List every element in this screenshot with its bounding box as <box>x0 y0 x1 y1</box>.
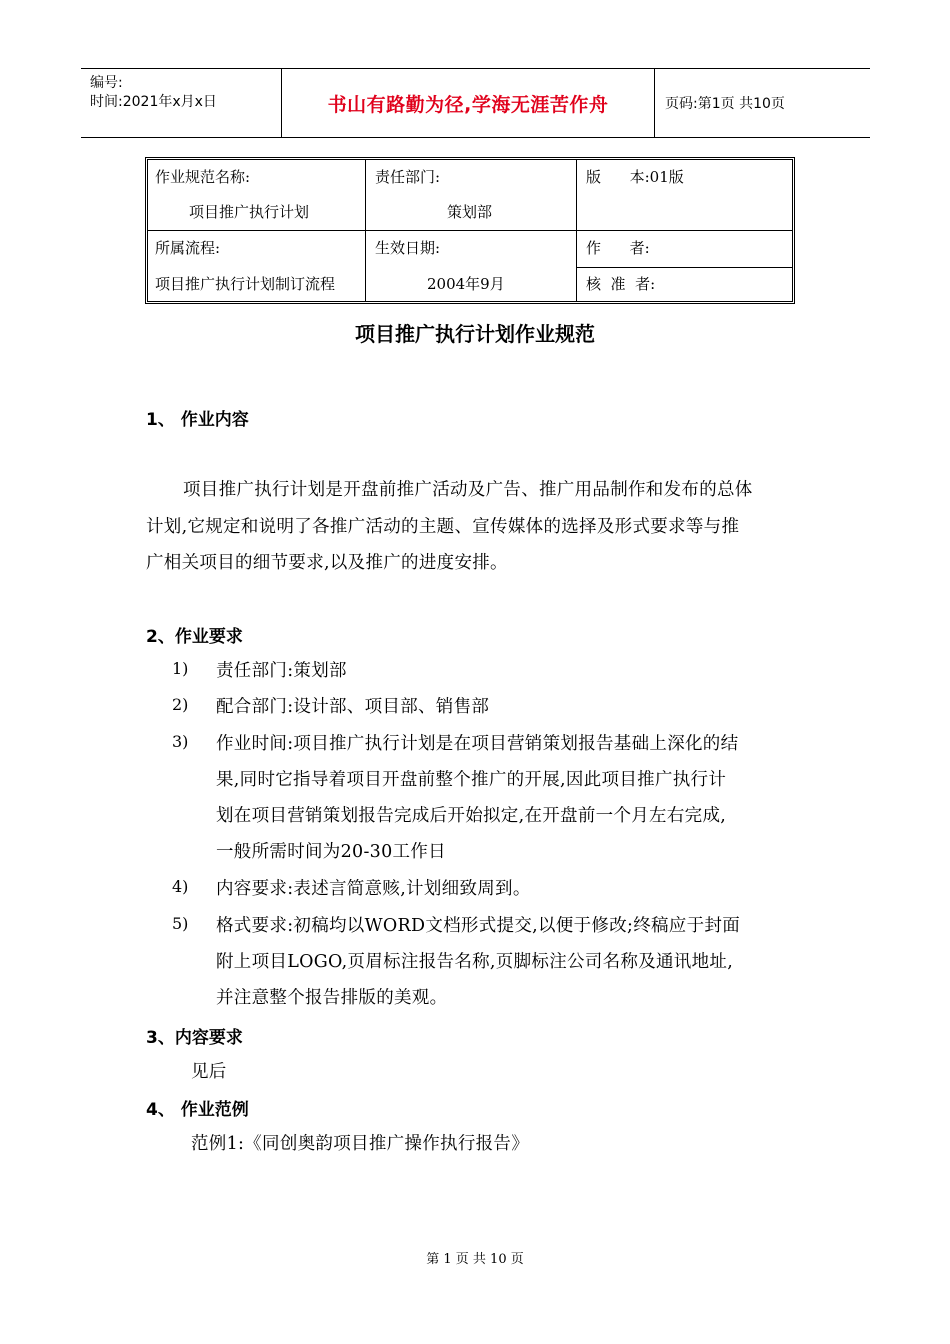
list-number: 2) <box>172 695 189 714</box>
list-item-text: 并注意整个报告排版的美观。 <box>216 988 448 1008</box>
code-label: 编号: <box>90 75 123 91</box>
spec-name-value: 项目推广执行计划 <box>189 203 310 221</box>
list-item-text: 责任部门:策划部 <box>216 661 347 681</box>
section-1-line: 广相关项目的细节要求,以及推广的进度安排。 <box>146 553 508 573</box>
approver-text: 核 准 者: <box>586 275 656 293</box>
motto: 书山有路勤为径,学海无涯苦作舟 <box>327 93 609 116</box>
list-number: 1) <box>172 659 189 678</box>
date-value: 2004年9月 <box>427 275 505 293</box>
list-item-text: 配合部门:设计部、项目部、销售部 <box>216 697 490 717</box>
date-label: 生效日期: <box>375 239 441 257</box>
cell-dept <box>366 160 577 231</box>
author-text: 作 者: <box>586 239 650 257</box>
section-1-heading: 1、 作业内容 <box>146 410 249 430</box>
section-4-heading: 4、 作业范例 <box>146 1100 249 1120</box>
header-meta <box>81 69 282 137</box>
spec-info-table <box>145 157 795 304</box>
section-3-heading: 3、内容要求 <box>146 1028 243 1048</box>
section-4-text: 范例1:《同创奥韵项目推广操作执行报告》 <box>191 1134 530 1154</box>
page-header <box>81 68 870 138</box>
spec-name-label: 作业规范名称: <box>155 168 251 186</box>
section-3-text: 见后 <box>191 1062 227 1082</box>
cell-approver <box>577 268 792 301</box>
list-item-text: 附上项目LOGO,页眉标注报告名称,页脚标注公司名称及通讯地址, <box>216 952 734 972</box>
flow-value: 项目推广执行计划制订流程 <box>155 275 336 293</box>
dept-label: 责任部门: <box>375 168 441 186</box>
cell-version <box>577 160 792 231</box>
header-page-info: 页码:第1页 共10页 <box>665 96 785 112</box>
list-number: 3) <box>172 732 189 751</box>
list-item-text: 内容要求:表述言简意赅,计划细致周到。 <box>216 879 531 899</box>
cell-flow <box>148 231 366 301</box>
list-item-text: 划在项目营销策划报告完成后开始拟定,在开盘前一个月左右完成, <box>216 806 727 826</box>
cell-spec-name <box>148 160 366 231</box>
list-item-text: 格式要求:初稿均以WORD文档形式提交,以便于修改;终稿应于封面 <box>216 916 740 936</box>
section-1-line: 项目推广执行计划是开盘前推广活动及广告、推广用品制作和发布的总体 <box>183 480 753 500</box>
list-number: 4) <box>172 877 189 896</box>
flow-label: 所属流程: <box>155 239 221 257</box>
cell-author <box>577 231 792 268</box>
header-motto-cell <box>282 69 655 137</box>
document-title: 项目推广执行计划作业规范 <box>355 322 595 346</box>
page-footer: 第 1 页 共 10 页 <box>426 1252 524 1267</box>
dept-value: 策划部 <box>447 203 493 221</box>
time-label: 时间:2021年x月x日 <box>90 94 217 110</box>
section-2-heading: 2、作业要求 <box>146 627 243 647</box>
list-item-text: 果,同时它指导着项目开盘前整个推广的开展,因此项目推广执行计 <box>216 770 727 790</box>
section-1-line: 计划,它规定和说明了各推广活动的主题、宣传媒体的选择及形式要求等与推 <box>146 517 740 537</box>
version-text: 版 本:01版 <box>586 168 684 186</box>
cell-effective-date <box>366 231 577 301</box>
list-item-text: 作业时间:项目推广执行计划是在项目营销策划报告基础上深化的结 <box>216 734 739 754</box>
list-item-text: 一般所需时间为20-30工作日 <box>216 842 446 862</box>
list-number: 5) <box>172 914 189 933</box>
